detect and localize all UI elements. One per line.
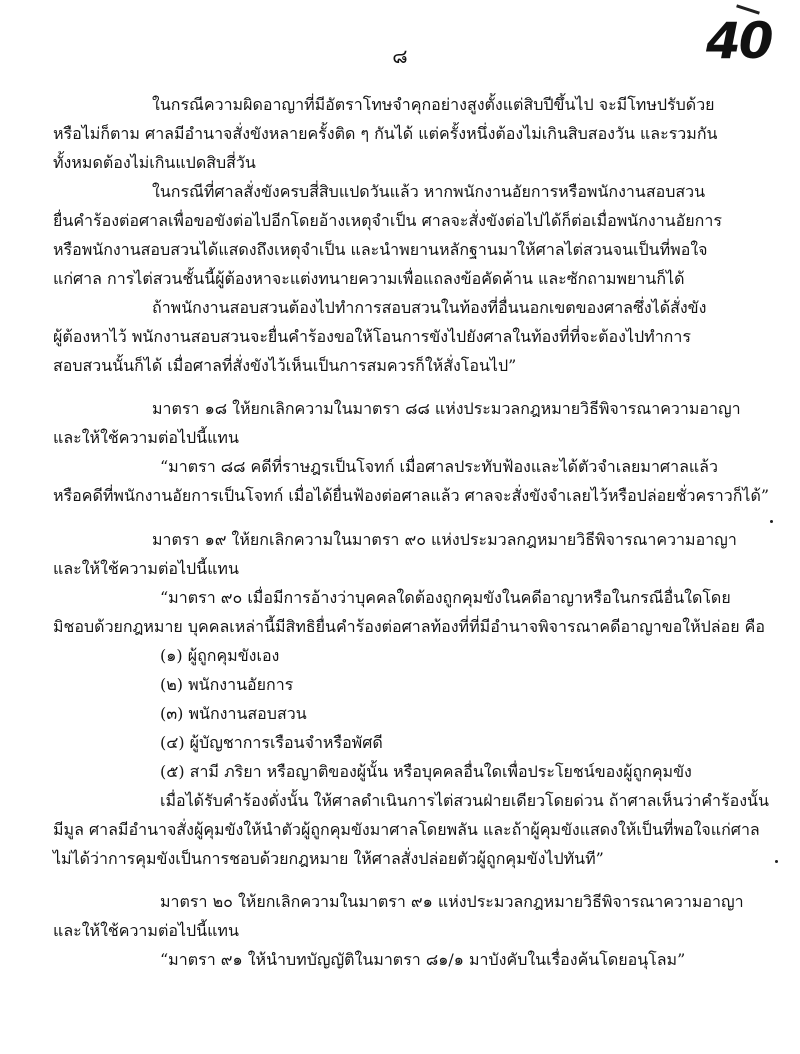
page-number: ๘ [392, 44, 408, 68]
list-item: (๔) ผู้บัญชาการเรือนจำหรือพัศดี [160, 733, 383, 752]
text-line: ในกรณีที่ศาลสั่งขังครบสี่สิบแปดวันแล้ว หากพนักงานอัยการหรือพนักงานสอบสวน [152, 182, 706, 201]
quoted-text-line: มิชอบด้วยกฎหมาย บุคคลเหล่านี้มีสิทธิยื่นคำร้องต่อศาลท้องที่ที่มีอำนาจพิจารณาคดีอาญาขอให้ปล่อย คือ [53, 617, 765, 636]
text-line: หรือพนักงานสอบสวนได้แสดงถึงเหตุจำเป็น และนำพยานหลักฐานมาให้ศาลไต่สวนจนเป็นที่พอใจ [53, 240, 708, 259]
text-line: ทั้งหมดต้องไม่เกินแปดสิบสี่วัน [53, 153, 256, 172]
scan-speck [775, 860, 778, 863]
quoted-text-line: “มาตรา ๙๐ เมื่อมีการอ้างว่าบุคคลใดต้องถูกคุมขังในคดีอาญาหรือในกรณีอื่นใดโดย [160, 588, 731, 607]
quoted-text-line: “มาตรา ๙๑ ให้นำบทบัญญัติในมาตรา ๘๑/๑ มาบังคับในเรื่องค้นโดยอนุโลม” [160, 950, 686, 969]
text-line: แก่ศาล การไต่สวนชั้นนี้ผู้ต้องหาจะแต่งทนายความเพื่อแถลงข้อคัดค้าน และซักถามพยานก็ได้ [53, 269, 685, 288]
text-line: หรือไม่ก็ตาม ศาลมีอำนาจสั่งขังหลายครั้งติด ๆ กันได้ แต่ครั้งหนึ่งต้องไม่เกินสิบสองวัน และรวมกัน [53, 124, 718, 143]
quoted-text-line: หรือคดีที่พนักงานอัยการเป็นโจทก์ เมื่อได้ยื่นฟ้องต่อศาลแล้ว ศาลจะสั่งขังจำเลยไว้หรือปล่อยชั่วคราวก็ได้” [53, 486, 770, 505]
list-item: (๑) ผู้ถูกคุมขังเอง [160, 646, 280, 665]
text-line: ในกรณีความผิดอาญาที่มีอัตราโทษจำคุกอย่างสูงตั้งแต่สิบปีขึ้นไป จะมีโทษปรับด้วย [152, 95, 715, 114]
section-heading-line: มาตรา ๑๙ ให้ยกเลิกความในมาตรา ๙๐ แห่งประมวลกฎหมายวิธีพิจารณาความอาญา [152, 530, 737, 549]
handwritten-page-stamp: 40 [706, 12, 772, 70]
quoted-text-line: เมื่อได้รับคำร้องดั่งนั้น ให้ศาลดำเนินการไต่สวนฝ่ายเดียวโดยด่วน ถ้าศาลเห็นว่าคำร้องนั้น [160, 791, 769, 810]
text-line: สอบสวนนั้นก็ได้ เมื่อศาลที่สั่งขังไว้เห็นเป็นการสมควรก็ให้สั่งโอนไป” [53, 356, 517, 375]
text-line: และให้ใช้ความต่อไปนี้แทน [53, 559, 239, 578]
section-heading-line: มาตรา ๑๘ ให้ยกเลิกความในมาตรา ๘๘ แห่งประมวลกฎหมายวิธีพิจารณาความอาญา [152, 399, 741, 418]
list-item: (๒) พนักงานอัยการ [160, 675, 294, 694]
text-line: และให้ใช้ความต่อไปนี้แทน [53, 428, 239, 447]
quoted-text-line: ไม่ได้ว่าการคุมขังเป็นการชอบด้วยกฎหมาย ให้ศาลสั่งปล่อยตัวผู้ถูกคุมขังไปทันที” [53, 849, 604, 868]
quoted-text-line: “มาตรา ๘๘ คดีที่ราษฎรเป็นโจทก์ เมื่อศาลประทับฟ้องและได้ตัวจำเลยมาศาลแล้ว [160, 457, 718, 476]
text-line: ผู้ต้องหาไว้ พนักงานสอบสวนจะยื่นคำร้องขอให้โอนการขังไปยังศาลในท้องที่ที่จะต้องไปทำการ [53, 327, 691, 346]
text-line: และให้ใช้ความต่อไปนี้แทน [53, 921, 239, 940]
text-line: ถ้าพนักงานสอบสวนต้องไปทำการสอบสวนในท้องที่อื่นนอกเขตของศาลซึ่งได้สั่งขัง [152, 298, 707, 317]
quoted-text-line: มีมูล ศาลมีอำนาจสั่งผู้คุมขังให้นำตัวผู้ถูกคุมขังมาศาลโดยพลัน และถ้าผู้คุมขังแสดงให้เป็นที่พอใจแก่ศาล [53, 820, 760, 839]
text-line: ยื่นคำร้องต่อศาลเพื่อขอขังต่อไปอีกโดยอ้างเหตุจำเป็น ศาลจะสั่งขังต่อไปได้ก็ต่อเมื่อพนักงานอัยการ [53, 211, 722, 230]
scan-speck [770, 520, 773, 523]
list-item: (๓) พนักงานสอบสวน [160, 704, 307, 723]
section-heading-line: มาตรา ๒๐ ให้ยกเลิกความในมาตรา ๙๑ แห่งประมวลกฎหมายวิธีพิจารณาความอาญา [160, 892, 744, 911]
list-item: (๕) สามี ภริยา หรือญาติของผู้นั้น หรือบุคคลอื่นใดเพื่อประโยชน์ของผู้ถูกคุมขัง [160, 762, 692, 781]
